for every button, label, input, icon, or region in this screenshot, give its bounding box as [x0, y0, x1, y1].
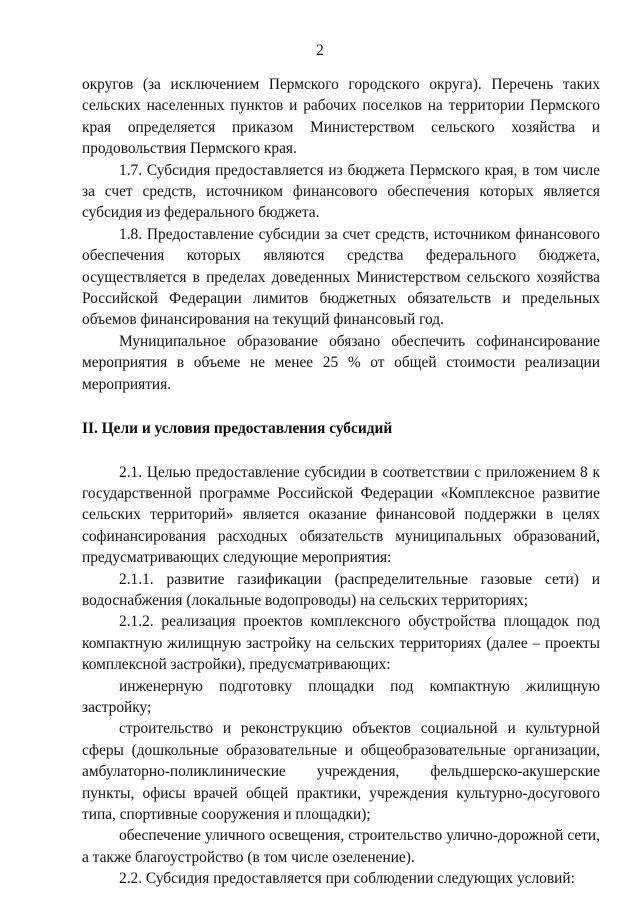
paragraph: инженерную подготовку площадки под компактную жилищную застройку; [82, 677, 600, 716]
paragraph: округов (за исключением Пермского городского округа). Перечень таких сельских населенных пунктов и рабочих поселков на территории Пермского края определяется приказом Министерством сельского хозяйства и продовольствия Пермского края. [82, 76, 600, 158]
paragraph: 1.7. Субсидия предоставляется из бюджета Пермского края, в том числе за счет средств, источником финансового обеспечения которых является субсидия из федерального бюджета. [82, 161, 600, 222]
paragraph: 2.2. Субсидия предоставляется при соблюдении следующих условий: [119, 870, 575, 888]
paragraph: 2.1. Целью предоставление субсидии в соответствии с приложением 8 к государственной программе Российской Федерации «Комплексное развитие сельских территорий» является оказание финансовой поддержки в целях софинансирования расходных обязательств муниципальных образований, предусматривающих следующие мероприятия: [82, 463, 600, 567]
paragraph: 2.1.1. развитие газификации (распределительные газовые сети) и водоснабжения (локальные водопроводы) на сельских территориях; [82, 570, 600, 609]
document-body [82, 74, 600, 890]
page-number: 2 [316, 42, 324, 59]
paragraph: Муниципальное образование обязано обеспечить софинансирование мероприятия в объеме не менее 25 % от общей стоимости реализации мероприятия. [82, 332, 600, 393]
section-heading: II. Цели и условия предоставления субсидий [82, 420, 393, 438]
paragraph: строительство и реконструкцию объектов социальной и культурной сферы (дошкольные образовательные и общеобразовательные организации, амбулаторно-поликлинические учреждения, фельдшерско-акушерские пункты, офисы врачей общей практики, учреждения культурно-досугового типа, спортивные сооружения и площадки); [82, 720, 600, 823]
paragraph: 1.8. Предоставление субсидии за счет средств, источником финансового обеспечения которых являются средства федерального бюджета, осуществляется в пределах доведенных Министерством сельского хозяйства Российской Федерации лимитов бюджетных обязательств и предельных объемов финансирования на текущий финансовый год. [82, 225, 600, 329]
paragraph: обеспечение уличного освещения, строительство улично-дорожной сети, а также благоустройство (в том числе озеленение). [82, 827, 600, 866]
paragraph: 2.1.2. реализация проектов комплексного обустройства площадок под компактную жилищную застройку на сельских территориях (далее – проекты комплексной застройки), предусматривающих: [82, 613, 600, 674]
